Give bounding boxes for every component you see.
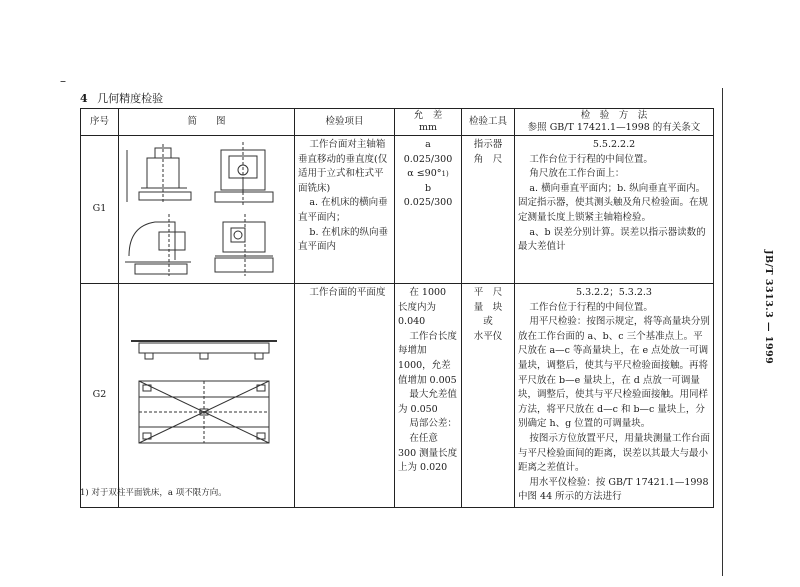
method-line: 5.5.2.2.2: [592, 139, 636, 150]
squareness-test-diagram: [119, 140, 289, 280]
method-line: 固定指示器，使其测头触及角尺检验面。在规定测量长度上锁紧主轴箱检验。: [518, 197, 709, 223]
tolerance-line: 工作台长度每增加 1000，允差值增加 0.005: [398, 330, 457, 386]
header-diagram: 简 图: [119, 109, 295, 136]
row-number: G2: [81, 284, 119, 508]
item-g1-line: 工作台面对主轴箱垂直移动的垂直度(仅适用于立式和柱式平面铣床): [298, 139, 388, 194]
item-g1-line: b. 在机床的纵向垂直平面内: [298, 226, 389, 253]
row-number: G1: [81, 136, 119, 284]
method-line: 用平尺检验：按图示规定，将等高量块分别放在工作台面的 a、b、c 三个基准点上。平尺放在 a—c 等高量块上，在 e 点处放一可调量块，调整后，使其与平尺检验面接触。再将平尺放在 b—e 量块上，在 d 点放一可调量块，调整后，使其与平尺检验面接触。用同样方法，将平尺放在 d—c 和 b—c 量块上，分别确定 h、g 位置的可调量块。: [518, 316, 710, 430]
tool-line: 指示器: [473, 139, 503, 150]
method-line: 工作台位于行程的中间位置。: [529, 301, 653, 313]
tolerance-line: b: [424, 182, 432, 194]
tolerance-line: 0.025/300: [403, 153, 453, 165]
table-row-g1: [81, 136, 714, 284]
header-no: 序号: [81, 109, 119, 136]
method-g1: [515, 136, 714, 284]
tolerance-line: 在任意 300 测量长度上为 0.020: [398, 432, 458, 474]
footnote: 1) 对于双柱平面铣床，a 项不限方向。: [80, 488, 227, 498]
tool-line: 水平仪: [473, 330, 503, 342]
tool-line: 量 块: [473, 301, 503, 313]
tools-g1: [462, 136, 515, 284]
method-line: 用水平仪检验：按 GB/T 17421.1—1998 中图 44 所示的方法进行: [518, 476, 709, 503]
header-item: 检验项目: [295, 109, 395, 136]
diagram-g2: [119, 284, 295, 508]
side-standard-code: JB/T 3313.3 — 1999: [763, 250, 774, 365]
section-title-text: 几何精度检验: [97, 92, 164, 105]
method-g2: [515, 284, 714, 508]
header-tool: 检验工具: [462, 109, 515, 136]
header-method-ref: 参照 GB/T 17421.1—1998 的有关条文: [527, 122, 701, 133]
method-line: a、b 误差分别计算。误差以指示器读数的最大差值计: [518, 226, 706, 253]
tolerance-g1: [395, 136, 462, 284]
method-line: 工作台位于行程的中间位置。: [529, 153, 653, 165]
diagram-g1: [119, 136, 295, 284]
inspection-table: [80, 108, 714, 508]
section-title: [80, 90, 163, 106]
method-line: 角尺放在工作台面上：: [529, 168, 625, 180]
top-left-dash: –: [60, 74, 66, 88]
item-g1: [295, 136, 395, 284]
tool-line: 或: [483, 316, 493, 328]
tolerance-line: α ≤90°: [407, 168, 442, 180]
header-tolerance-unit: mm: [418, 122, 438, 133]
method-line: 5.3.2.2；5.3.2.3: [576, 287, 652, 298]
table-header-row: [81, 109, 714, 136]
table-row-g2: [81, 284, 714, 508]
item-g1-line: a. 在机床的横向垂直平面内；: [298, 197, 388, 223]
footnote-ref: 1): [441, 170, 449, 179]
method-line: a. 横向垂直平面内；b. 纵向垂直平面内。: [529, 182, 706, 194]
tolerance-line: 0.025/300: [403, 197, 453, 209]
tolerance-line: 在 1000 长度内为 0.040: [398, 287, 447, 328]
tolerance-line: 局部公差：: [409, 418, 457, 430]
section-number: 4: [80, 92, 88, 105]
header-method: [515, 109, 714, 136]
header-tolerance-label: 允 差: [413, 110, 443, 121]
item-g2: [295, 284, 395, 508]
tolerance-line: a: [425, 139, 431, 150]
header-method-label: 检 验 方 法: [580, 110, 648, 121]
flatness-test-diagram: [119, 325, 289, 465]
tool-line: 平 尺: [473, 287, 503, 298]
tools-g2: [462, 284, 515, 508]
right-margin-line: [722, 88, 723, 576]
tolerance-line: 最大允差值为 0.050: [398, 389, 457, 415]
tolerance-g2: [395, 284, 462, 508]
tolerance-line-with-note: [398, 167, 458, 182]
header-tolerance: [395, 109, 462, 136]
method-line: 按图示方位放置平尺，用量块测量工作台面与平尺检验面间的距离，误差以其最大与最小距离之差值计。: [518, 432, 710, 474]
item-g2-line: 工作台面的平面度: [309, 287, 386, 298]
tool-line: 角 尺: [473, 153, 503, 165]
